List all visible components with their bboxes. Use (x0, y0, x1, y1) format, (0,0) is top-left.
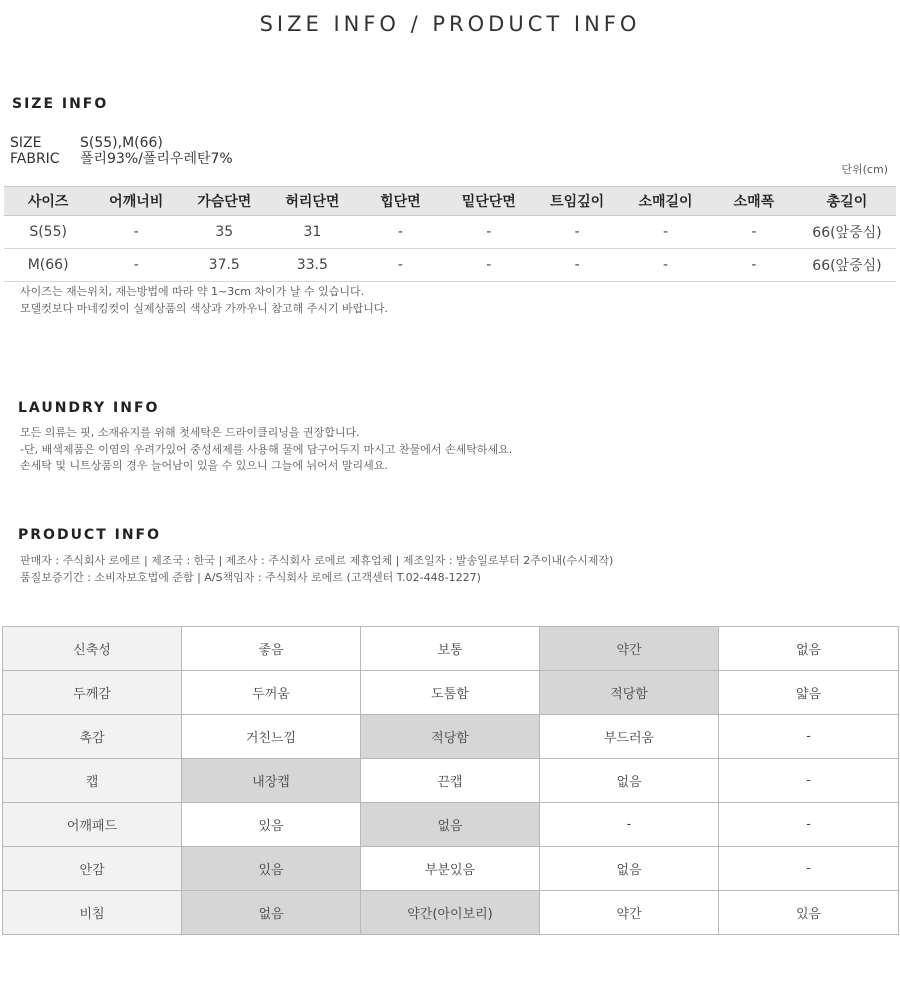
size-info-heading: SIZE INFO (12, 96, 109, 112)
size-col-header: 사이즈 (4, 187, 92, 216)
attribute-option: 없음 (719, 627, 899, 671)
fabric-label: FABRIC (10, 151, 60, 167)
page-title: SIZE INFO / PRODUCT INFO (259, 12, 641, 36)
attribute-label: 캡 (3, 759, 182, 803)
size-cell: 66(앞중심) (798, 216, 896, 249)
attribute-label: 촉감 (3, 715, 182, 759)
size-cell: 33.5 (268, 249, 356, 282)
fabric-value: 폴리93%/폴리우레탄7% (80, 151, 233, 167)
laundry-line: 손세탁 및 니트상품의 경우 늘어남이 있을 수 있으니 그늘에 뉘어서 말리세요. (20, 459, 388, 472)
size-cell: - (444, 249, 533, 282)
attribute-row (3, 671, 899, 715)
attribute-option: 약간(아이보리) (361, 891, 540, 935)
size-label: SIZE (10, 135, 42, 151)
attribute-label: 신축성 (3, 627, 182, 671)
size-cell: - (621, 216, 710, 249)
attribute-option: 약간 (540, 891, 719, 935)
attribute-option: 좋음 (182, 627, 361, 671)
attribute-label: 두께감 (3, 671, 182, 715)
laundry-line: 모든 의류는 핏, 소재유지를 위해 첫세탁은 드라이클리닝을 권장합니다. (20, 426, 360, 439)
size-col-header: 밑단단면 (444, 187, 533, 216)
attribute-option: - (719, 803, 899, 847)
attribute-option: 없음 (540, 847, 719, 891)
attribute-option: 없음 (540, 759, 719, 803)
size-cell: - (621, 249, 710, 282)
size-col-header: 트임깊이 (533, 187, 621, 216)
size-cell: - (92, 216, 180, 249)
laundry-notes (20, 425, 512, 475)
laundry-info-heading: LAUNDRY INFO (18, 400, 160, 416)
size-cell: - (710, 249, 798, 282)
attribute-row (3, 715, 899, 759)
table-row (4, 216, 896, 249)
attribute-option: - (719, 847, 899, 891)
size-cell: S(55) (4, 216, 92, 249)
attribute-row (3, 803, 899, 847)
attribute-option: 보통 (361, 627, 540, 671)
size-value: S(55),M(66) (80, 135, 163, 151)
attribute-option: - (540, 803, 719, 847)
size-notes (20, 284, 388, 317)
size-cell: 31 (268, 216, 356, 249)
attribute-row (3, 759, 899, 803)
attribute-option: 없음 (182, 891, 361, 935)
attribute-option: - (719, 759, 899, 803)
size-cell: - (710, 216, 798, 249)
attribute-option: 두꺼움 (182, 671, 361, 715)
size-col-header: 힙단면 (356, 187, 444, 216)
attribute-option: 거친느낌 (182, 715, 361, 759)
fabric-spec (10, 151, 233, 167)
attribute-option: 있음 (182, 847, 361, 891)
size-cell: M(66) (4, 249, 92, 282)
size-note: 사이즈는 재는위치, 재는방법에 따라 약 1~3cm 차이가 날 수 있습니다. (20, 285, 365, 298)
attribute-row (3, 847, 899, 891)
size-col-header: 어깨너비 (92, 187, 180, 216)
table-row (4, 249, 896, 282)
attribute-option: 얇음 (719, 671, 899, 715)
size-cell: - (533, 249, 621, 282)
size-col-header: 소매길이 (621, 187, 710, 216)
size-col-header: 가슴단면 (180, 187, 268, 216)
size-cell: 35 (180, 216, 268, 249)
size-table (4, 186, 896, 282)
product-info-heading: PRODUCT INFO (18, 527, 162, 543)
size-cell: 66(앞중심) (798, 249, 896, 282)
size-cell: - (356, 249, 444, 282)
attribute-label: 비침 (3, 891, 182, 935)
laundry-line: -단, 배색제품은 이염의 우려가있어 중성세제를 사용해 물에 담구어두지 마시고 찬물에서 손세탁하세요. (20, 442, 513, 456)
product-notes (20, 553, 613, 586)
attribute-option: 약간 (540, 627, 719, 671)
unit-label: 단위(cm) (841, 163, 888, 176)
size-spec (10, 135, 163, 151)
attribute-table (2, 626, 899, 935)
attribute-option: 있음 (182, 803, 361, 847)
attribute-row (3, 627, 899, 671)
size-col-header: 소매폭 (710, 187, 798, 216)
attribute-row (3, 891, 899, 935)
size-cell: - (533, 216, 621, 249)
attribute-option: 있음 (719, 891, 899, 935)
size-col-header: 총길이 (798, 187, 896, 216)
size-table-header (4, 187, 896, 216)
product-line: 품질보증기간 : 소비자보호법에 준함 | A/S책임자 : 주식회사 로에르 (고객센터 T.02-448-1227) (20, 570, 481, 584)
attribute-label: 어깨패드 (3, 803, 182, 847)
size-cell: - (92, 249, 180, 282)
size-cell: - (444, 216, 533, 249)
attribute-option: 부드러움 (540, 715, 719, 759)
size-cell: - (356, 216, 444, 249)
size-col-header: 허리단면 (268, 187, 356, 216)
attribute-option: 적당함 (540, 671, 719, 715)
size-cell: 37.5 (180, 249, 268, 282)
size-note: 모델컷보다 마네킹컷이 실제상품의 색상과 가까우니 참고해 주시기 바랍니다. (20, 301, 389, 315)
attribute-option: - (719, 715, 899, 759)
attribute-option: 도톰함 (361, 671, 540, 715)
attribute-option: 없음 (361, 803, 540, 847)
attribute-option: 적당함 (361, 715, 540, 759)
attribute-option: 부분있음 (361, 847, 540, 891)
attribute-option: 끈캡 (361, 759, 540, 803)
product-line: 판매자 : 주식회사 로에르 | 제조국 : 한국 | 제조사 : 주식회사 로에르 제휴업체 | 제조일자 : 발송일로부터 2주이내(수시제작) (20, 554, 614, 567)
attribute-option: 내장캡 (182, 759, 361, 803)
attribute-label: 안감 (3, 847, 182, 891)
